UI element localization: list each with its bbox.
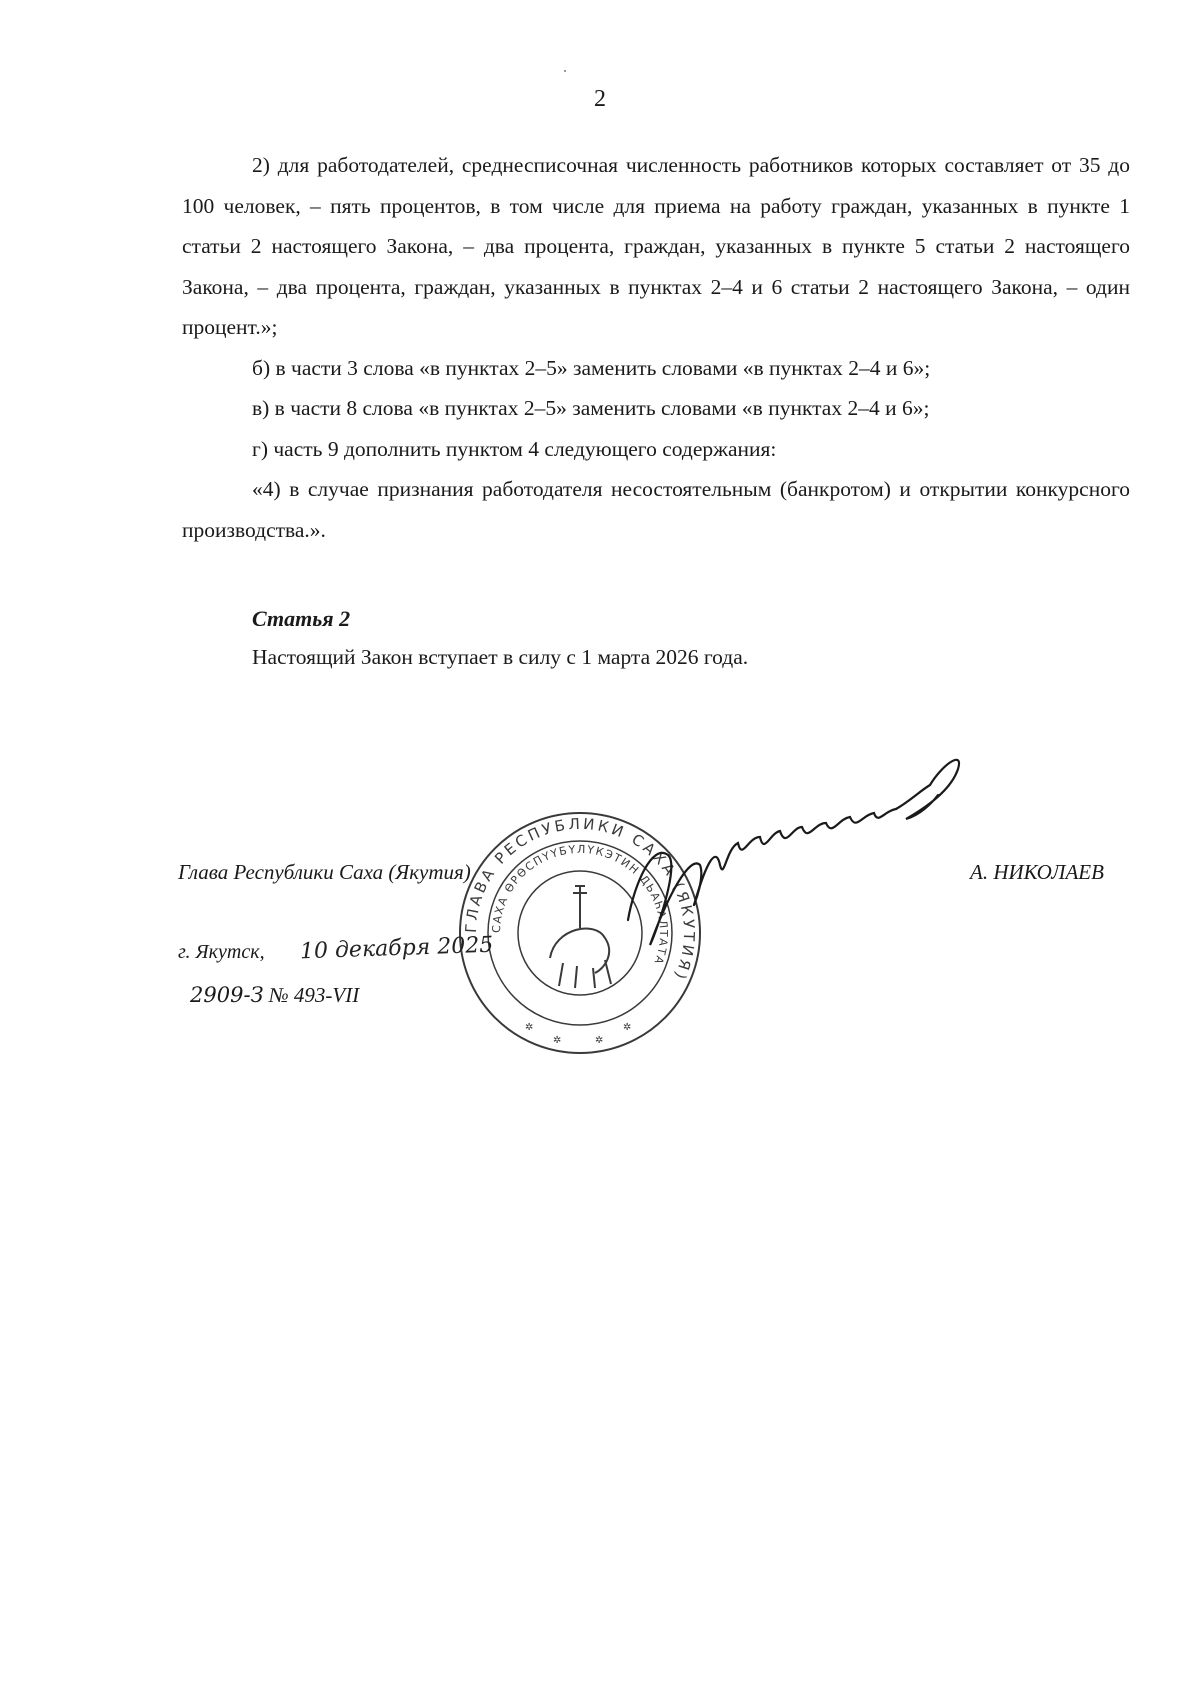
handwritten-signature xyxy=(620,745,1020,965)
svg-text:✲: ✲ xyxy=(595,1035,604,1046)
law-number-printed: № 493-VII xyxy=(268,983,360,1007)
paragraph-item-g: г) часть 9 дополнить пунктом 4 следующего содержания: xyxy=(252,436,777,461)
paragraph-item-2: 2) для работодателей, среднесписочная численность работников которых составляет от 35 до 100 человек, – пять процентов, в том числе для приема на работу граждан, указанных в пункте 1 статьи 2 настоящего Закона, – два процента, граждан, указанных в пункте 5 статьи 2 настоящего Закона, – два процента, граждан, указанных в пунктах 2–4 и 6 статьи 2 настоящего Закона, – один процент.»; xyxy=(182,153,1130,339)
law-number xyxy=(190,983,359,1008)
page-number: 2 xyxy=(594,86,606,112)
signatory-name: А. НИКОЛАЕВ xyxy=(970,860,1104,884)
handwritten-date: 10 декабря 2025 xyxy=(299,932,494,965)
article-heading: Статья 2 xyxy=(252,606,351,631)
paragraph-item-v: в) в части 8 слова «в пунктах 2–5» заменить словами «в пунктах 2–4 и 6»; xyxy=(252,396,930,420)
signatory-title: Глава Республики Саха (Якутия) xyxy=(178,860,471,884)
body-text xyxy=(182,145,1130,550)
law-number-handwritten: 2909-З xyxy=(190,983,264,1007)
svg-text:✲: ✲ xyxy=(553,1035,562,1046)
scan-speck xyxy=(564,70,566,72)
seal-inner-text: САХА ӨРӨСПҮҮБҮЛҮКЭТИН ДЬАҺАЛТАТА xyxy=(489,842,671,967)
seal-emblem xyxy=(550,886,611,988)
svg-text:✲: ✲ xyxy=(623,1022,632,1033)
place-of-signing: г. Якутск, xyxy=(178,941,265,963)
paragraph-item-b: б) в части 3 слова «в пунктах 2–5» заменить словами «в пунктах 2–4 и 6»; xyxy=(252,355,931,380)
seal-outer-text: ГЛАВА РЕСПУБЛИКИ САХА (ЯКУТИЯ) xyxy=(461,814,699,985)
paragraph-item-4: «4) в случае признания работодателя несостоятельным (банкротом) и открытии конкурсного производства.». xyxy=(182,477,1130,542)
article-text: Настоящий Закон вступает в силу с 1 марта 2026 года. xyxy=(252,645,749,669)
svg-text:✲: ✲ xyxy=(525,1022,534,1033)
